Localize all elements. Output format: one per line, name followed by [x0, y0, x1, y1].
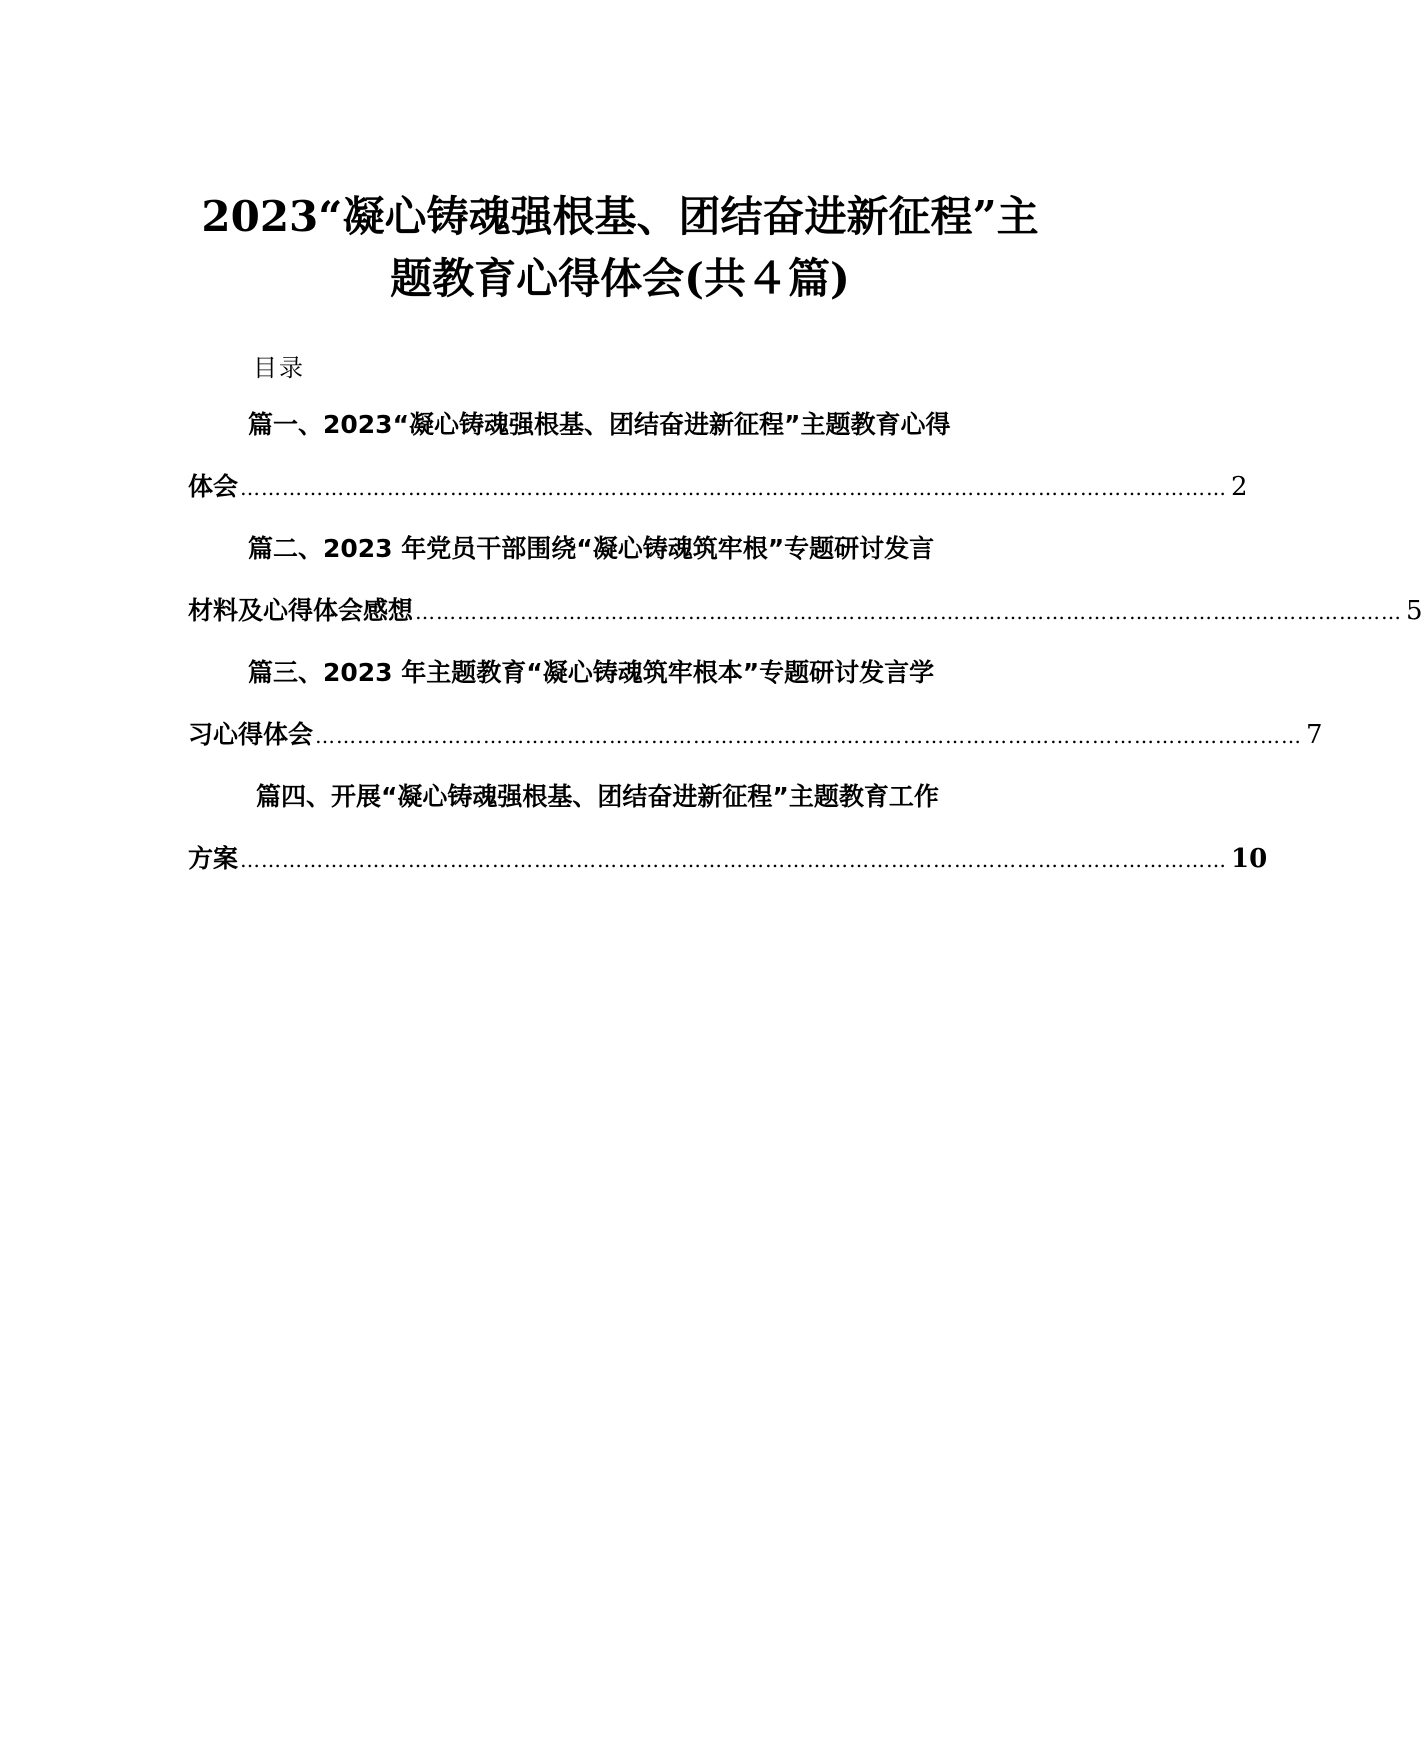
- toc-dot-leader: ……………………………………………………………………………………………………………………………: [240, 476, 1228, 500]
- toc-entry-title: 篇一、2023“凝心铸魂强根基、团结奋进新征程”主题教育心得: [248, 410, 951, 439]
- toc-page-number: 5: [1406, 596, 1423, 626]
- toc-page-number: 7: [1306, 720, 1323, 750]
- toc-entry-title-continued: 方案: [188, 844, 239, 873]
- title-line-2: 题教育心得体会(共４篇): [390, 254, 850, 303]
- toc-dot-leader: ……………………………………………………………………………………………………………………………: [240, 848, 1228, 872]
- title-line-1: 2023“凝心铸魂强根基、团结奋进新征程”主: [201, 192, 1039, 241]
- toc-entry-title-continued: 体会: [188, 472, 239, 501]
- toc-dot-leader: ……………………………………………………………………………………………………………………………: [415, 600, 1403, 624]
- toc-dot-leader: ……………………………………………………………………………………………………………………………: [315, 724, 1303, 748]
- toc-page-number: 2: [1231, 472, 1248, 502]
- document-title: [150, 186, 1090, 310]
- toc-entry-title: 篇三、2023 年主题教育“凝心铸魂筑牢根本”专题研讨发言学: [248, 658, 935, 687]
- toc-page-number: 10: [1231, 844, 1268, 874]
- toc-entry-title-continued: 习心得体会: [188, 720, 314, 749]
- toc-entry-title: 篇四、开展“凝心铸魂强根基、团结奋进新征程”主题教育工作: [256, 782, 939, 811]
- toc-entry-title: 篇二、2023 年党员干部围绕“凝心铸魂筑牢根”专题研讨发言: [248, 534, 935, 563]
- toc-entry-title-continued: 材料及心得体会感想: [188, 596, 414, 625]
- toc-heading: 目录: [253, 354, 305, 382]
